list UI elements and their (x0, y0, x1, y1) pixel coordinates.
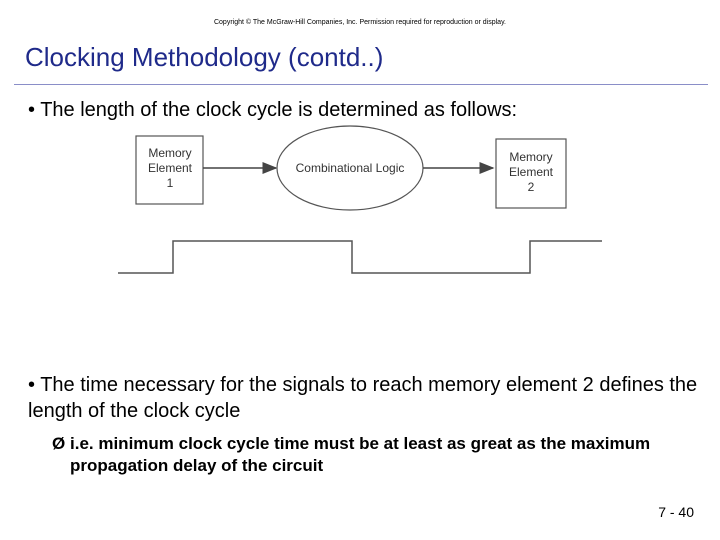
memory-element-2-line3: 2 (527, 180, 535, 194)
memory-element-1-line1: Memory (148, 146, 192, 160)
memory-element-1-line2: Element (147, 161, 193, 175)
memory-element-2 (496, 139, 566, 208)
sub-bullet-text: i.e. minimum clock cycle time must be at least as great as the maximum propagation delay of the circuit (70, 434, 651, 475)
memory-element-2-line1: Memory (509, 150, 553, 164)
memory-element-1-line3: 1 (166, 176, 174, 190)
page-number: 7 - 40 (658, 504, 694, 520)
slide-title: Clocking Methodology (contd..) (25, 42, 384, 72)
copyright-notice: Copyright © The McGraw-Hill Companies, Inc. Permission required for reproduction or display. (213, 19, 506, 26)
memory-element-2-line2: Element (508, 165, 554, 179)
clock-waveform (118, 241, 602, 273)
combinational-logic (277, 126, 423, 210)
memory-element-1 (136, 136, 203, 204)
sub-bullet-min-cycle (52, 433, 692, 477)
bullet-signal-timing: • The time necessary for the signals to reach memory element 2 defines the length of the clock cycle (28, 374, 698, 422)
arrow-bullet-marker: Ø (52, 434, 66, 453)
combinational-logic-label: Combinational Logic (295, 161, 405, 175)
bullet-clock-cycle-intro: • The length of the clock cycle is determined as follows: (28, 99, 518, 121)
